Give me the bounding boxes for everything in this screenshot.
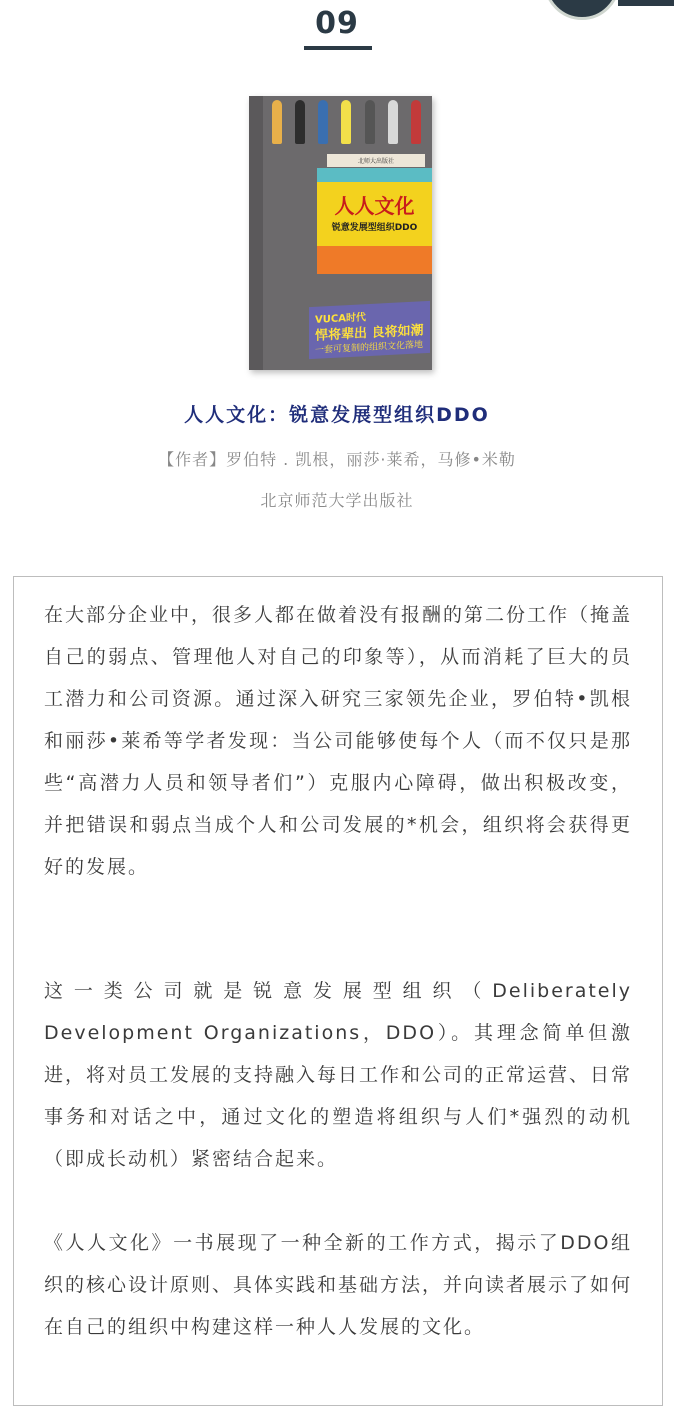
cover-banner-line1: VUCA时代 [315,312,366,326]
person-figure [341,100,351,144]
cover-banner-line3: 一套可复制的组织文化落地 [315,340,424,356]
description-paragraph: 在大部分企业中，很多人都在做着没有报酬的第二份工作（掩盖自己的弱点、管理他人对自己的印象等），从而消耗了巨大的员工潜力和公司资源。通过深入研究三家领先企业，罗伯特•凯根和丽莎•莱希等学者发现：当公司能够使每个人（而不仅只是那些“高潜力人员和领导者们”）克服内心障碍，做出积极改变，并把错误和弱点当成个人和公司发展的*机会，组织将会获得更好的发展。 [44,604,633,878]
cover-illustration-people [265,100,428,148]
person-figure [365,100,375,144]
person-figure [411,100,421,144]
book-title: 人人文化：锐意发展型组织DDO [184,404,490,426]
person-figure [318,100,328,144]
book-author: 【作者】罗伯特 . 凯根，丽莎·莱希，马修•米勒 [158,450,516,469]
cover-banner-line2: 悍将辈出 良将如潮 [315,323,424,344]
description-paragraph: 这一类公司就是锐意发展型组织（Deliberately Development Organizations，DDO）。其理念简单但激进，将对员工发展的支持融入每日工作和公司的正常运营、日常事务和对话之中，通过文化的塑造将组织与人们*强烈的动机（即成长动机）紧密结合起来。 [44,980,633,1170]
cover-band-teal [317,168,432,182]
description-paragraph: 《人人文化》一书展现了一种全新的工作方式，揭示了DDO组织的核心设计原则、具体实践和基础方法，并向读者展示了如何在自己的组织中构建这样一种人人发展的文化。 [44,1232,633,1338]
cover-subtitle: 锐意发展型组织DDO [331,223,418,233]
book-spine [249,96,263,370]
cover-banner [309,301,430,359]
book-publisher: 北京师范大学出版社 [260,491,414,510]
person-figure [388,100,398,144]
section-number-underline [304,46,372,50]
person-figure [272,100,282,144]
cover-band-orange [317,246,432,274]
cover-series: 北师大出版社 [327,154,425,167]
person-figure [295,100,305,144]
cover-title: 人人文化 [334,194,415,218]
section-number: 09 [315,6,359,41]
book-cover-image [249,96,432,370]
